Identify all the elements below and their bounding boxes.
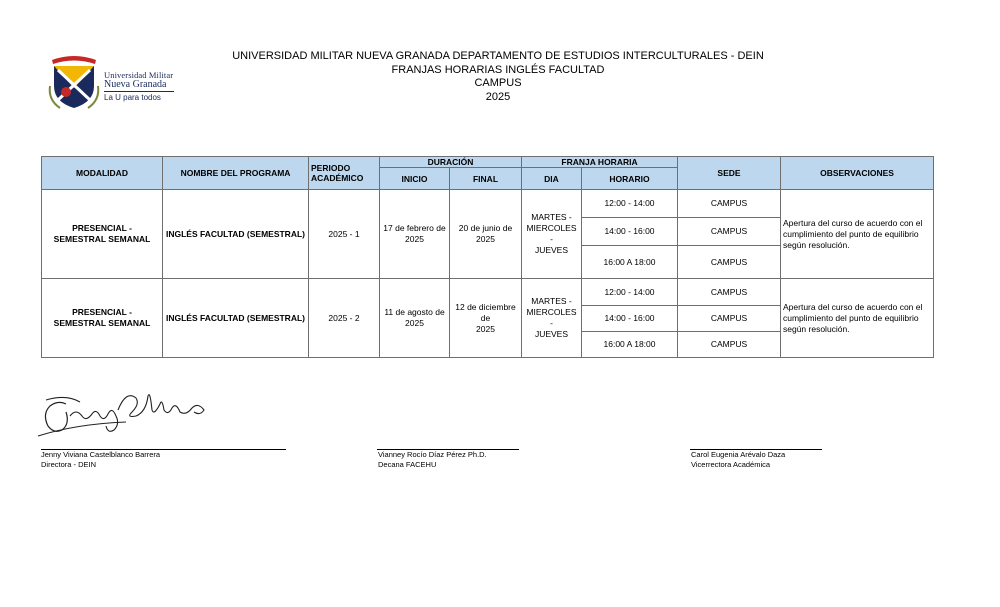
horario-cell: 14:00 - 16:00 <box>582 218 678 246</box>
sede-cell: CAMPUS <box>678 332 781 358</box>
signatory-2-name: Vianney Rocío Díaz Pérez Ph.D. <box>378 450 487 459</box>
header-periodo-line1: PERIODO <box>311 163 351 173</box>
dia-line1: MARTES - <box>531 296 572 306</box>
modalidad-cell <box>42 279 163 358</box>
header-franja: FRANJA HORARIA <box>522 157 678 168</box>
sede-cell: CAMPUS <box>678 246 781 279</box>
programa-cell: INGLÉS FACULTAD (SEMESTRAL) <box>163 279 309 358</box>
university-logo <box>46 52 186 112</box>
modalidad-line2: SEMESTRAL SEMANAL <box>53 234 151 244</box>
sede-cell: CAMPUS <box>678 279 781 306</box>
final-cell <box>450 279 522 358</box>
signatory-2-title: Decana FACEHU <box>378 460 437 469</box>
logo-name-line2: Nueva Granada <box>104 79 167 90</box>
dia-line1: MARTES - <box>531 212 572 222</box>
schedule-table <box>41 156 934 358</box>
shield-emblem-icon <box>46 52 102 112</box>
periodo-cell: 2025 - 1 <box>309 190 380 279</box>
obs-line1: Apertura del curso de acuerdo con el <box>783 301 923 312</box>
programa-cell: INGLÉS FACULTAD (SEMESTRAL) <box>163 190 309 279</box>
observaciones-cell <box>781 190 934 279</box>
signatory-2 <box>378 450 487 470</box>
header-final: FINAL <box>450 168 522 190</box>
dia-line3: JUEVES <box>534 329 569 339</box>
header-periodo-line2: ACADÉMICO <box>311 173 364 183</box>
logo-name-line1: Universidad Militar <box>104 70 174 80</box>
handwritten-signature <box>36 386 216 441</box>
obs-line3: según resolución. <box>783 323 850 334</box>
inicio-line1: 17 de febrero de <box>383 223 446 233</box>
header-programa: NOMBRE DEL PROGRAMA <box>163 157 309 190</box>
header-modalidad: MODALIDAD <box>42 157 163 190</box>
signatory-1-title: Directora - DEIN <box>41 460 97 469</box>
sede-cell: CAMPUS <box>678 306 781 332</box>
dia-line3: JUEVES <box>534 245 569 255</box>
header-periodo <box>309 157 380 190</box>
inicio-cell <box>380 190 450 279</box>
header-horario: HORARIO <box>582 168 678 190</box>
signatory-3-title: Vicerrectora Académica <box>691 460 771 469</box>
inicio-line2: 2025 <box>405 318 424 328</box>
modalidad-line1: PRESENCIAL - <box>72 223 132 233</box>
obs-line3: según resolución. <box>783 239 850 250</box>
signatory-3 <box>691 450 785 470</box>
inicio-line2: 2025 <box>405 234 424 244</box>
horario-cell: 12:00 - 14:00 <box>582 279 678 306</box>
sede-cell: CAMPUS <box>678 190 781 218</box>
header-subtitle: FRANJAS HORARIAS INGLÉS FACULTAD <box>391 63 605 76</box>
obs-line2: cumplimiento del punto de equilibrio <box>783 312 919 323</box>
signatory-1-name: Jenny Viviana Castelblanco Barrera <box>41 450 161 459</box>
header-title: UNIVERSIDAD MILITAR NUEVA GRANADA DEPARTAMENTO DE ESTUDIOS INTERCULTURALES - DEIN <box>232 50 764 62</box>
inicio-line1: 11 de agosto de <box>384 307 445 317</box>
final-line2: 2025 <box>476 234 495 244</box>
dia-cell <box>522 279 582 358</box>
header-year: 2025 <box>485 90 511 103</box>
horario-cell: 16:00 A 18:00 <box>582 246 678 279</box>
logo-underline <box>104 91 174 92</box>
periodo-cell: 2025 - 2 <box>309 279 380 358</box>
table-row <box>42 190 934 218</box>
header-sede: SEDE <box>678 157 781 190</box>
inicio-cell <box>380 279 450 358</box>
header-observaciones: OBSERVACIONES <box>781 157 934 190</box>
table-row <box>42 279 934 306</box>
logo-slogan: La U para todos <box>104 93 161 102</box>
header-location: CAMPUS <box>474 77 522 89</box>
sede-cell: CAMPUS <box>678 218 781 246</box>
horario-cell: 16:00 A 18:00 <box>582 332 678 358</box>
header-dia: DIA <box>522 168 582 190</box>
modalidad-line2: SEMESTRAL SEMANAL <box>53 318 151 328</box>
header-inicio: INICIO <box>380 168 450 190</box>
final-cell <box>450 190 522 279</box>
header-duracion: DURACIÓN <box>380 157 522 168</box>
final-line1: 12 de diciembre de <box>455 301 516 323</box>
horario-cell: 14:00 - 16:00 <box>582 306 678 332</box>
final-line1: 20 de junio de <box>458 223 513 233</box>
obs-line2: cumplimiento del punto de equilibrio <box>783 228 919 239</box>
modalidad-line1: PRESENCIAL - <box>72 307 132 317</box>
signatory-3-name: Carol Eugenia Arévalo Daza <box>691 450 786 459</box>
obs-line1: Apertura del curso de acuerdo con el <box>783 217 923 228</box>
modalidad-cell <box>42 190 163 279</box>
dia-line2: MIERCOLES - <box>526 223 577 244</box>
signatory-1 <box>41 450 160 470</box>
document-header <box>200 50 796 104</box>
final-line2: 2025 <box>476 323 495 334</box>
dia-cell <box>522 190 582 279</box>
observaciones-cell <box>781 279 934 358</box>
dia-line2: MIERCOLES - <box>526 307 577 328</box>
horario-cell: 12:00 - 14:00 <box>582 190 678 218</box>
